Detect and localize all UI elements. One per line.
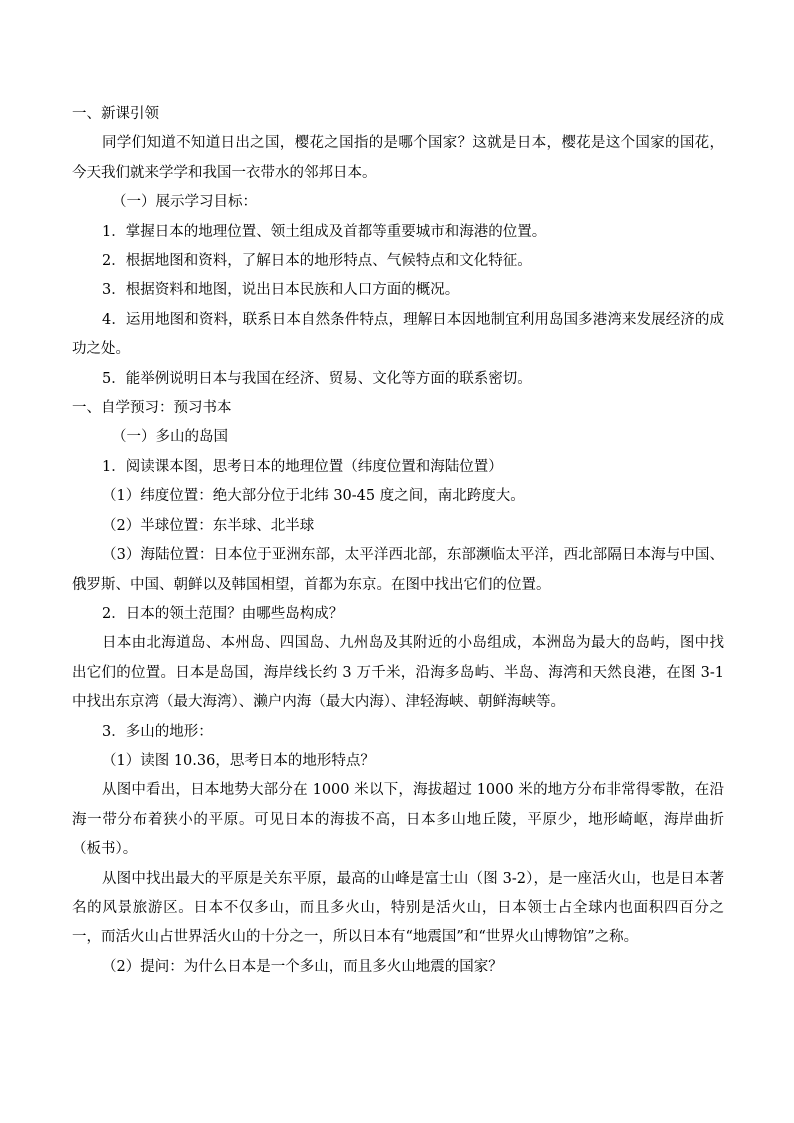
intro-paragraph: 同学们知道不知道日出之国，樱花之国指的是哪个国家？这就是日本，樱花是这个国家的国花，今天我们就来学学和我国一衣带水的邻邦日本。	[72, 135, 724, 181]
question-3-item: （1）读图 10.36，思考日本的地形特点？	[102, 752, 375, 769]
question-3: 3．多山的地形：	[102, 723, 213, 740]
goal-item: 3．根据资料和地图，说出日本民族和人口方面的概况。	[102, 282, 460, 299]
goals-title: （一）展示学习目标：	[112, 194, 257, 211]
goal-item: 1．掌握日本的地理位置、领土组成及首都等重要城市和海港的位置。	[102, 223, 547, 240]
subsection-title: （一）多山的岛国	[112, 429, 228, 446]
question-1-item: （1）纬度位置：绝大部分位于北纬 30-45 度之间，南北跨度大。	[102, 488, 525, 505]
question-2-answer: 日本由北海道岛、本州岛、四国岛、九州岛及其附近的小岛组成，本洲岛为最大的岛屿，图中找出它们的位置。日本是岛国，海岸线长约 3 万千米，沿海多岛屿、半岛、海湾和天然良港，在图 3-1 中找出东京湾（最大海湾）、濑户内海（最大内海）、津轻海峡、朝鲜海峡等。	[72, 635, 724, 711]
section-heading: 一、自学预习：预习书本	[72, 400, 232, 417]
section-heading: 一、新课引领	[72, 106, 159, 122]
question-3-paragraph: 从图中找出最大的平原是关东平原，最高的山峰是富士山（图 3-2），是一座活火山，也是日本著名的风景旅游区。日本不仅多山，而且多火山，特别是活火山，日本领士占全球内也面积四百分之一，而活火山占世界活火山的十分之一，所以日本有“地震国”和“世界火山博物馆”之称。	[72, 870, 724, 946]
question-1-item: （3）海陆位置：日本位于亚洲东部，太平洋西北部，东部濒临太平洋，西北部隔日本海与中国、俄罗斯、中国、朝鲜以及韩国相望，首都为东京。在图中找出它们的位置。	[72, 547, 724, 593]
question-2: 2．日本的领土范围？由哪些岛构成？	[102, 605, 344, 622]
question-3-item: （2）提问：为什么日本是一个多山，而且多火山地震的国家？	[102, 958, 503, 975]
goal-item: 4．运用地图和资料，联系日本自然条件特点，理解日本因地制宜利用岛国多港湾来发展经济的成功之处。	[72, 311, 724, 358]
document-page	[72, 100, 724, 982]
goal-item: 5．能举例说明日本与我国在经济、贸易、文化等方面的联系密切。	[102, 370, 532, 387]
goal-item: 2．根据地图和资料，了解日本的地形特点、气候特点和文化特征。	[102, 253, 532, 270]
question-3-paragraph: 从图中看出，日本地势大部分在 1000 米以下，海拔超过 1000 米的地方分布非常得零散，在沿海一带分布着狭小的平原。可见日本的海拔不高，日本多山地丘陵，平原少，地形崎岖，海岸曲折（板书）。	[72, 782, 724, 858]
question-1-item: （2）半球位置：东半球、北半球	[102, 517, 315, 534]
question-1: 1．阅读课本图，思考日本的地理位置（纬度位置和海陆位置）	[102, 458, 503, 475]
